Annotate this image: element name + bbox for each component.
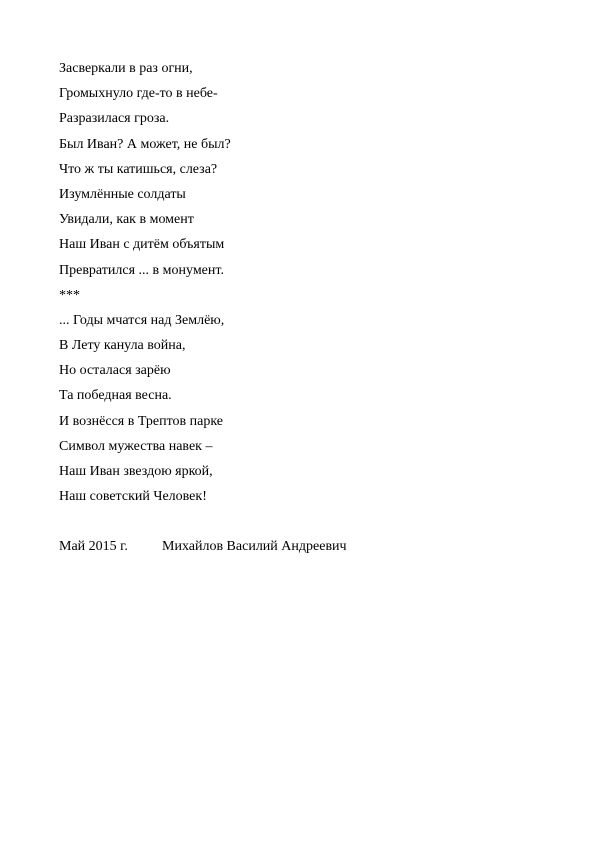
poem-line: Символ мужества навек – [59, 438, 213, 454]
poem-line: Был Иван? А может, не был? [59, 136, 231, 152]
poem-line: Засверкали в раз огни, [59, 61, 193, 76]
poem-line: Наш Иван с дитём объятым [59, 237, 225, 253]
poem-line: Превратился ... в монумент. [59, 262, 224, 278]
poem-line: Увидали, как в момент [59, 212, 194, 228]
poem-line: Та победная весна. [59, 388, 172, 404]
poem-line: И вознёсся в Трептов парке [59, 413, 223, 429]
poem-line: Громыхнуло где-то в небе- [59, 86, 218, 102]
poem-line: Изумлённые солдаты [59, 186, 186, 202]
poem-line: Но осталася зарёю [59, 363, 171, 379]
poem-line: ... Годы мчатся над Землёю, [59, 312, 225, 328]
poem-line: В Лету канула война, [59, 338, 186, 354]
signature-author: Михайлов Василий Андреевич [162, 539, 347, 554]
signature-date: Май 2015 г. [59, 539, 128, 554]
stanza-separator: *** [59, 287, 80, 303]
poem-line: Разразилася гроза. [59, 111, 170, 127]
poem-line: Наш советский Человек! [59, 489, 207, 505]
poem-text [59, 56, 231, 509]
poem-line: Что ж ты катишься, слеза? [59, 161, 218, 177]
poem-line: Наш Иван звездою яркой, [59, 464, 213, 479]
